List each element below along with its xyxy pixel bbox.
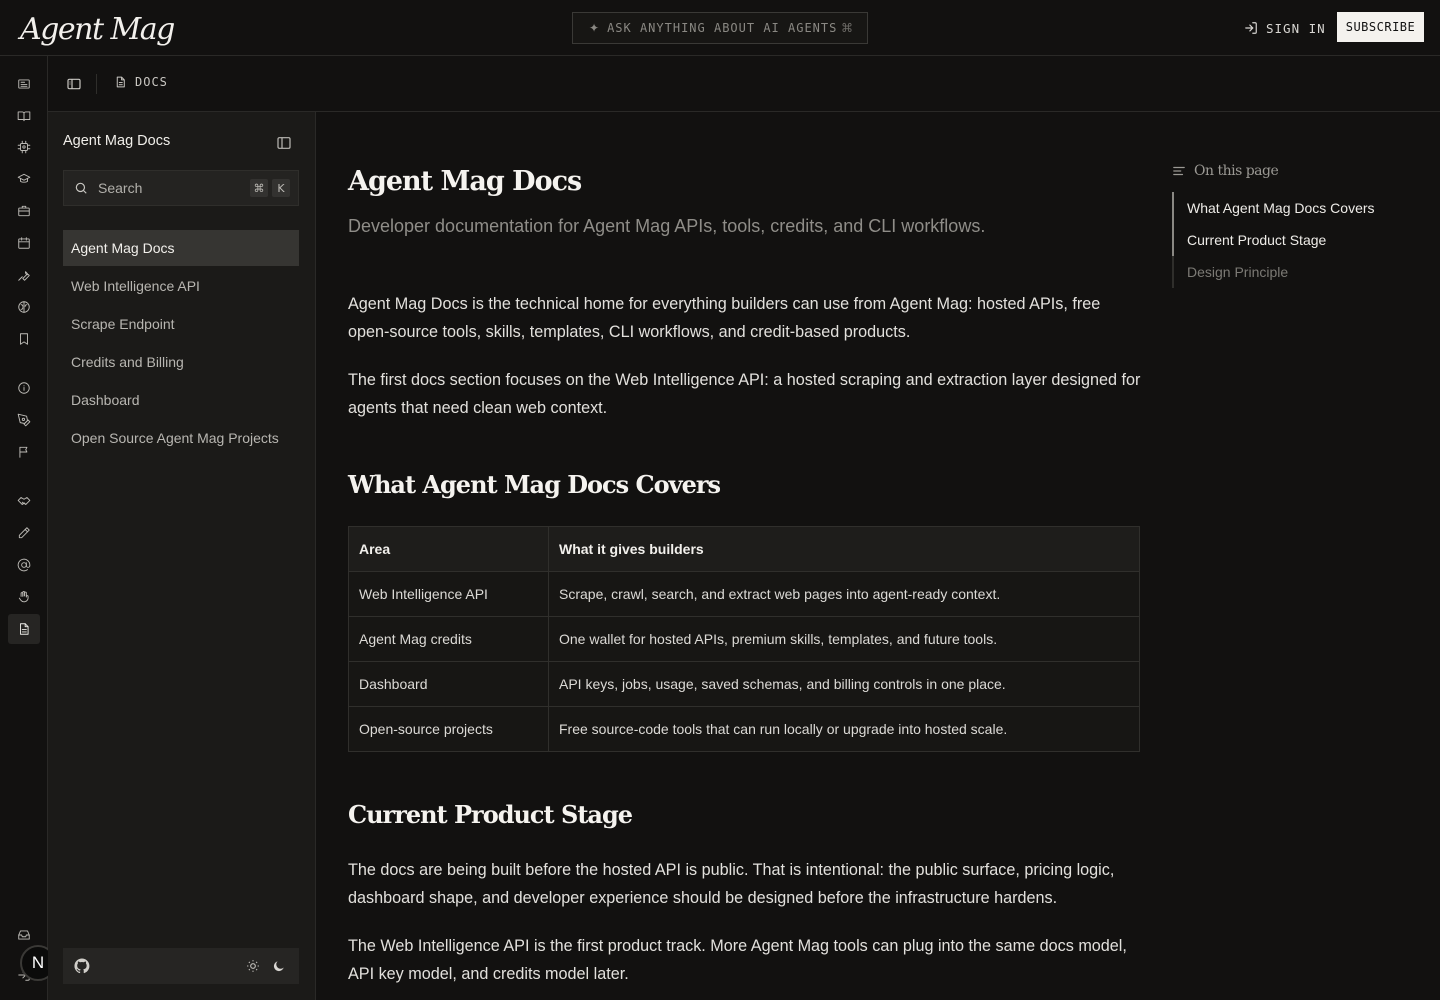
toc-list (1172, 192, 1412, 288)
sign-in-label: SIGN IN (1266, 20, 1326, 36)
site-logo[interactable]: Agent Mag (20, 12, 174, 47)
list-icon (1172, 164, 1186, 178)
table-header-row (349, 527, 1140, 572)
breadcrumb-divider (96, 74, 97, 94)
flag-icon[interactable] (8, 437, 40, 467)
section-heading-covers: What Agent Mag Docs Covers (348, 470, 720, 499)
search-icon (74, 181, 88, 195)
search-shortcut-cmd: ⌘ (250, 179, 268, 197)
sun-icon[interactable] (243, 956, 263, 976)
page-title: Agent Mag Docs (348, 166, 582, 197)
page-subtitle: Developer documentation for Agent Mag APIs, tools, credits, and CLI workflows. (348, 216, 986, 236)
toc-item-design-principle[interactable]: Design Principle (1172, 256, 1412, 288)
docs-nav-item-credits-billing[interactable]: Credits and Billing (71, 354, 184, 370)
table-cell-description: Free source-code tools that can run locally or upgrade into hosted scale. (549, 707, 1140, 752)
document-icon[interactable] (8, 614, 40, 644)
docs-nav-list (63, 230, 299, 458)
ask-shortcut-key: ⌘ (841, 21, 853, 35)
table-cell-description: One wallet for hosted APIs, premium skills, templates, and future tools. (549, 617, 1140, 662)
table-cell-area: Dashboard (349, 662, 549, 707)
docs-nav-item-open-source[interactable]: Open Source Agent Mag Projects (71, 430, 279, 446)
column-header-area: Area (349, 527, 549, 572)
table-cell-area: Web Intelligence API (349, 572, 549, 617)
newspaper-icon[interactable] (8, 69, 40, 99)
chip-icon[interactable] (8, 132, 40, 162)
table-row (349, 707, 1140, 752)
docs-nav-item-scrape-endpoint[interactable]: Scrape Endpoint (71, 316, 175, 332)
waving-hand-icon[interactable] (8, 582, 40, 612)
ask-ai-search[interactable] (572, 12, 868, 44)
at-sign-icon[interactable] (8, 550, 40, 580)
table-cell-area: Open-source projects (349, 707, 549, 752)
search-input[interactable]: Search (98, 180, 143, 196)
column-header-builders: What it gives builders (549, 527, 1140, 572)
docs-nav-item-dashboard[interactable]: Dashboard (71, 392, 140, 408)
docs-nav-item-web-intelligence-api[interactable]: Web Intelligence API (71, 278, 200, 294)
docs-sidebar-footer (63, 948, 299, 984)
document-icon (114, 75, 127, 89)
table-row (349, 662, 1140, 707)
icon-rail (0, 56, 48, 1000)
pen-nib-icon[interactable] (8, 405, 40, 435)
panel-collapse-icon[interactable] (276, 135, 292, 151)
breadcrumb-bar (48, 56, 1440, 112)
ask-ai-placeholder: ASK ANYTHING ABOUT AI AGENTS (607, 21, 838, 35)
bookmark-icon[interactable] (8, 324, 40, 354)
toc-item-covers[interactable]: What Agent Mag Docs Covers (1172, 192, 1412, 224)
docs-sidebar-title: Agent Mag Docs (63, 133, 171, 149)
briefcase-icon[interactable] (8, 196, 40, 226)
table-cell-description: API keys, jobs, usage, saved schemas, and billing controls in one place. (549, 662, 1140, 707)
table-row (349, 572, 1140, 617)
docs-search[interactable] (63, 170, 299, 206)
search-shortcut-k: K (272, 179, 290, 197)
info-icon[interactable] (8, 373, 40, 403)
book-icon[interactable] (8, 101, 40, 131)
sparkle-icon: ✦ (589, 21, 600, 35)
toc-heading (1172, 160, 1412, 182)
subscribe-button[interactable]: SUBSCRIBE (1337, 12, 1424, 42)
intro-paragraph-1: Agent Mag Docs is the technical home for everything builders can use from Agent Mag: hosted APIs, free open-source tools, skills, templates, CLI workflows, and credit-based products. (348, 295, 1101, 341)
table-cell-area: Agent Mag credits (349, 617, 549, 662)
graduation-cap-icon[interactable] (8, 164, 40, 194)
calendar-icon[interactable] (8, 228, 40, 258)
brain-icon[interactable] (8, 292, 40, 322)
docs-nav-item-agent-mag-docs[interactable]: Agent Mag Docs (63, 230, 299, 266)
table-row (349, 617, 1140, 662)
covers-table (348, 526, 1140, 752)
toc-item-stage[interactable]: Current Product Stage (1172, 224, 1412, 256)
section-heading-stage: Current Product Stage (348, 800, 633, 829)
toc-title: On this page (1194, 163, 1279, 179)
table-cell-description: Scrape, crawl, search, and extract web pages into agent-ready context. (549, 572, 1140, 617)
wrench-icon[interactable] (8, 260, 40, 290)
moon-icon[interactable] (269, 956, 289, 976)
handshake-icon[interactable] (8, 486, 40, 516)
pencil-icon[interactable] (8, 518, 40, 548)
intro-paragraph-2: The first docs section focuses on the Web Intelligence API: a hosted scraping and extraction layer designed for agents that need clean web context. (348, 371, 1141, 417)
github-icon[interactable] (73, 957, 91, 975)
docs-sidebar (48, 112, 316, 1000)
avatar[interactable]: N (20, 945, 56, 981)
sign-in-button[interactable] (1244, 16, 1326, 40)
top-bar (0, 0, 1440, 56)
breadcrumb-label: DOCS (135, 75, 168, 89)
breadcrumb[interactable] (114, 75, 168, 89)
stage-paragraph-2: The Web Intelligence API is the first product track. More Agent Mag tools can plug into the same docs model, API key model, and credits model later. (348, 937, 1127, 983)
sidebar-toggle-icon[interactable] (66, 76, 82, 92)
table-of-contents (1172, 160, 1412, 288)
log-in-icon (1244, 21, 1258, 35)
stage-paragraph-1: The docs are being built before the hosted API is public. That is intentional: the public surface, pricing logic, dashboard shape, and developer experience should be designed before the infrastructure hardens. (348, 861, 1115, 907)
